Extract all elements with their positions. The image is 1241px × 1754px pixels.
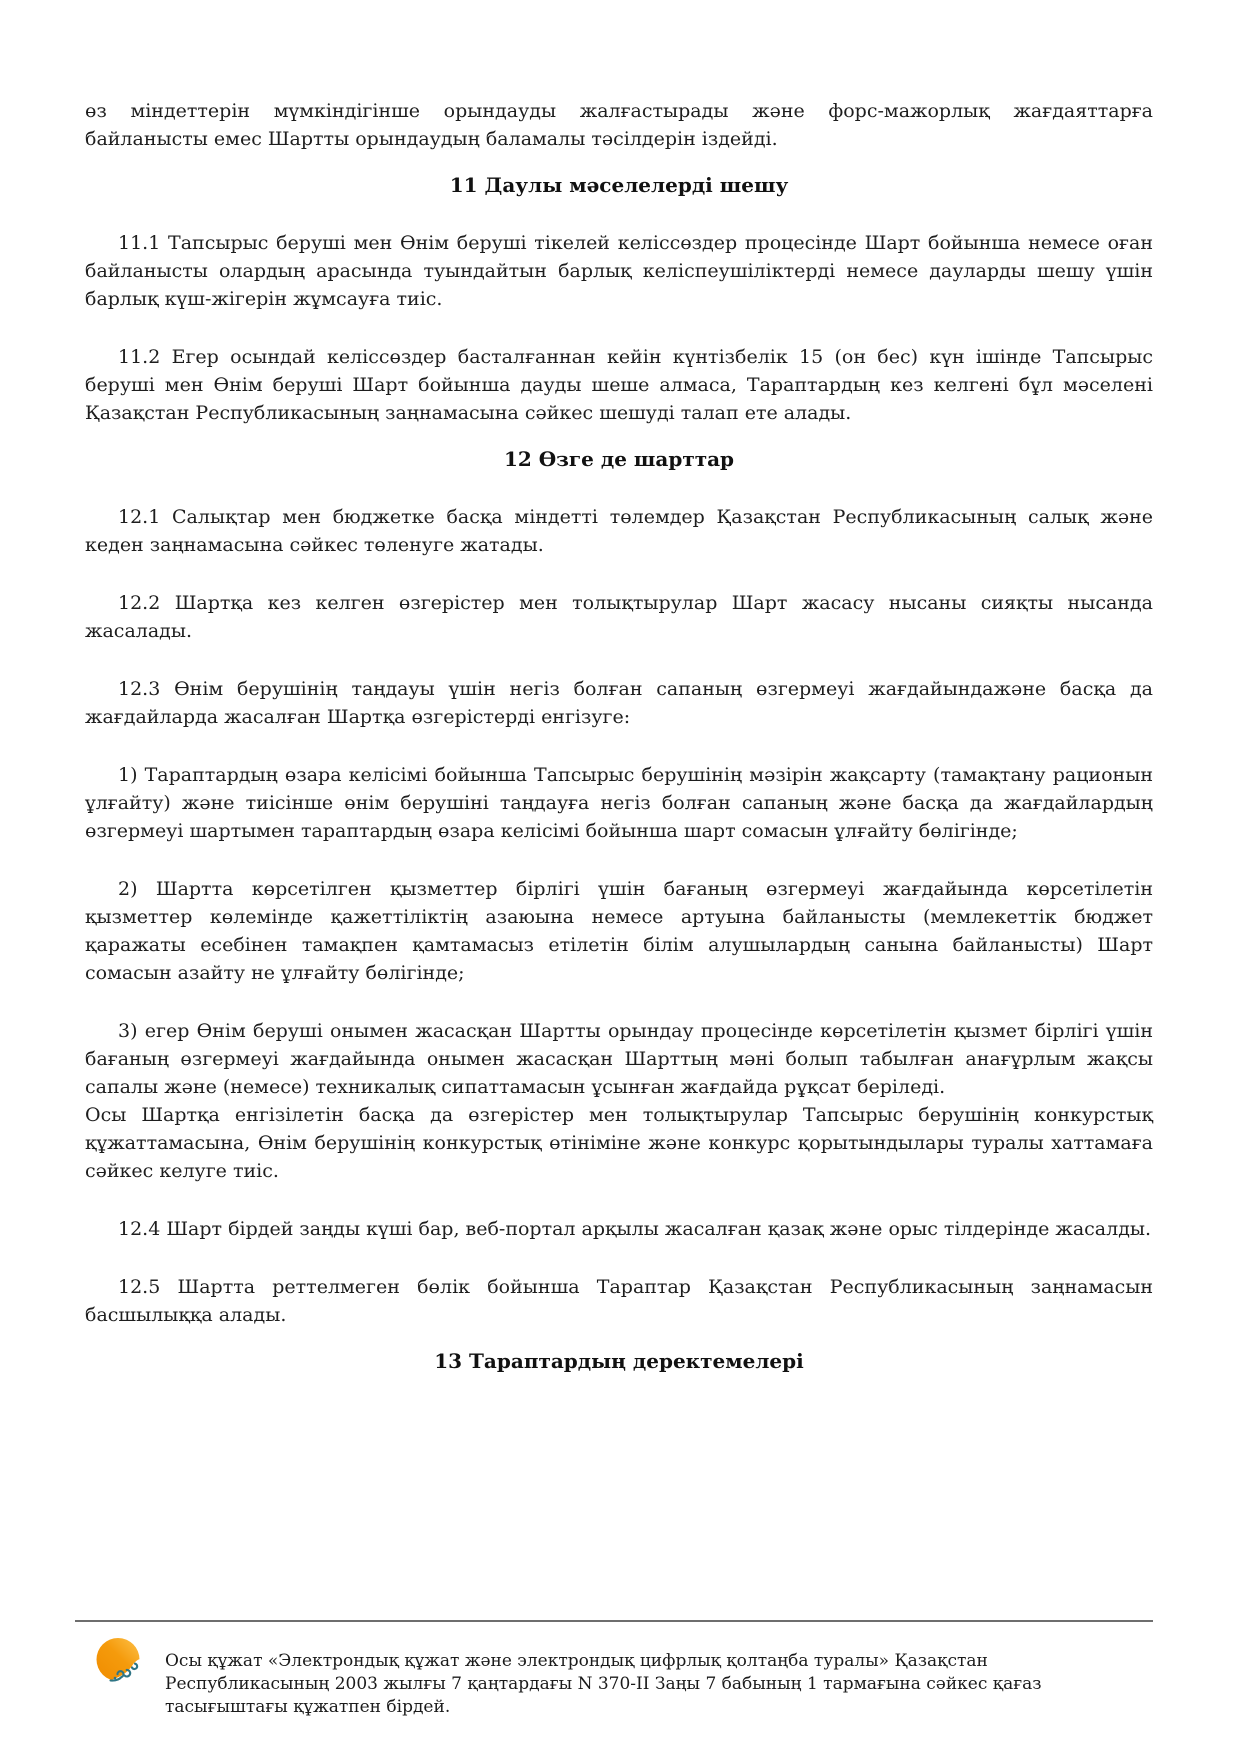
footer-legal-text: Осы құжат «Электрондық құжат және электрондық цифрлық қолтаңба туралы» Қазақстан Республикасының 2003 жылғы 7 қаңтардағы N 370-II Заңы 7 бабының 1 тармағына сәйкес қағаз тасығыштағы құжатпен бірдей. xyxy=(165,1651,1042,1717)
body-paragraph: 11.2 Егер осындай келіссөздер басталғаннан кейін күнтізбелік 15 (он бес) күн ішінде Тапсырыс беруші мен Өнім беруші Шарт бойынша дауды шеше алмаса, Тараптардың кез келгені бұл мәселені Қазақстан Республикасының заңнамасына сәйкес шешуді талап ете алады. xyxy=(85,346,1153,424)
section-heading-11: 11 Даулы мәселелерді шешу xyxy=(449,173,789,197)
body-paragraph: Осы Шартқа енгізілетін басқа да өзгерістер мен толықтырулар Тапсырыс берушінің конкурстық құжаттамасына, Өнім берушінің конкурстық өтініміне және конкурс қорытындылары туралы хаттамаға сәйкес келуге тиіс. xyxy=(85,1104,1153,1182)
body-paragraph: 11.1 Тапсырыс беруші мен Өнім беруші тікелей келіссөздер процесінде Шарт бойынша немесе оған байланысты олардың арасында туындайтын барлық келіспеушіліктерді немесе дауларды шешу үшін барлық күш-жігерін жұмсауға тиіс. xyxy=(85,232,1153,310)
egov-sun-ornament-logo-icon xyxy=(95,1637,143,1685)
body-paragraph: 2) Шартта көрсетілген қызметтер бірлігі үшін бағаның өзгермеуі жағдайында көрсетілетін қызметтер көлемінде қажеттіліктің азаюына немесе артуына байланысты (мемлекеттік бюджет қаражаты есебінен тамақпен қамтамасыз етілетін білім алушылардың санына байланысты) Шарт сомасын азайту не ұлғайту бөлігінде; xyxy=(85,878,1153,984)
signature-footer xyxy=(75,1620,1153,1736)
section-heading-13: 13 Тараптардың деректемелері xyxy=(434,1349,804,1373)
body-paragraph: 12.2 Шартқа кез келген өзгерістер мен толықтырулар Шарт жасасу нысаны сияқты нысанда жасалады. xyxy=(85,592,1153,642)
document-body xyxy=(85,0,1153,1375)
body-paragraph: 12.3 Өнім берушінің таңдауы үшін негіз болған сапаның өзгермеуі жағдайындажәне басқа да жағдайларда жасалған Шартқа өзгерістерді енгізуге: xyxy=(85,678,1153,728)
section-heading-12: 12 Өзге де шарттар xyxy=(503,447,735,471)
body-paragraph: 12.5 Шартта реттелмеген бөлік бойынша Тараптар Қазақстан Республикасының заңнамасын басшылыққа алады. xyxy=(85,1276,1153,1326)
body-paragraph: 12.1 Салықтар мен бюджетке басқа міндетті төлемдер Қазақстан Республикасының салық және кеден заңнамасына сәйкес төленуге жатады. xyxy=(85,506,1153,556)
body-paragraph: 1) Тараптардың өзара келісімі бойынша Тапсырыс берушінің мәзірін жақсарту (тамақтану рационын ұлғайту) және тиісінше өнім берушіні таңдауға негіз болған сапаның және басқа да жағдайлардың өзгермеуі шартымен тараптардың өзара келісімі бойынша шарт сомасын ұлғайту бөлігінде; xyxy=(85,764,1153,842)
body-paragraph: 12.4 Шарт бірдей заңды күші бар, веб-портал арқылы жасалған қазақ және орыс тілдерінде жасалды. xyxy=(118,1218,1152,1240)
body-paragraph: өз міндеттерін мүмкіндігінше орындауды жалғастырады және форс-мажорлық жағдаяттарға байланысты емес Шартты орындаудың баламалы тәсілдерін іздейді. xyxy=(85,100,1153,150)
body-paragraph: 3) егер Өнім беруші онымен жасасқан Шартты орындау процесінде көрсетілетін қызмет бірлігі үшін бағаның өзгермеуі жағдайында онымен жасасқан Шарттың мәні болып табылған анағұрлым жақсы сапалы және (немесе) техникалық сипаттамасын ұсынған жағдайда рұқсат беріледі. xyxy=(85,1020,1153,1098)
